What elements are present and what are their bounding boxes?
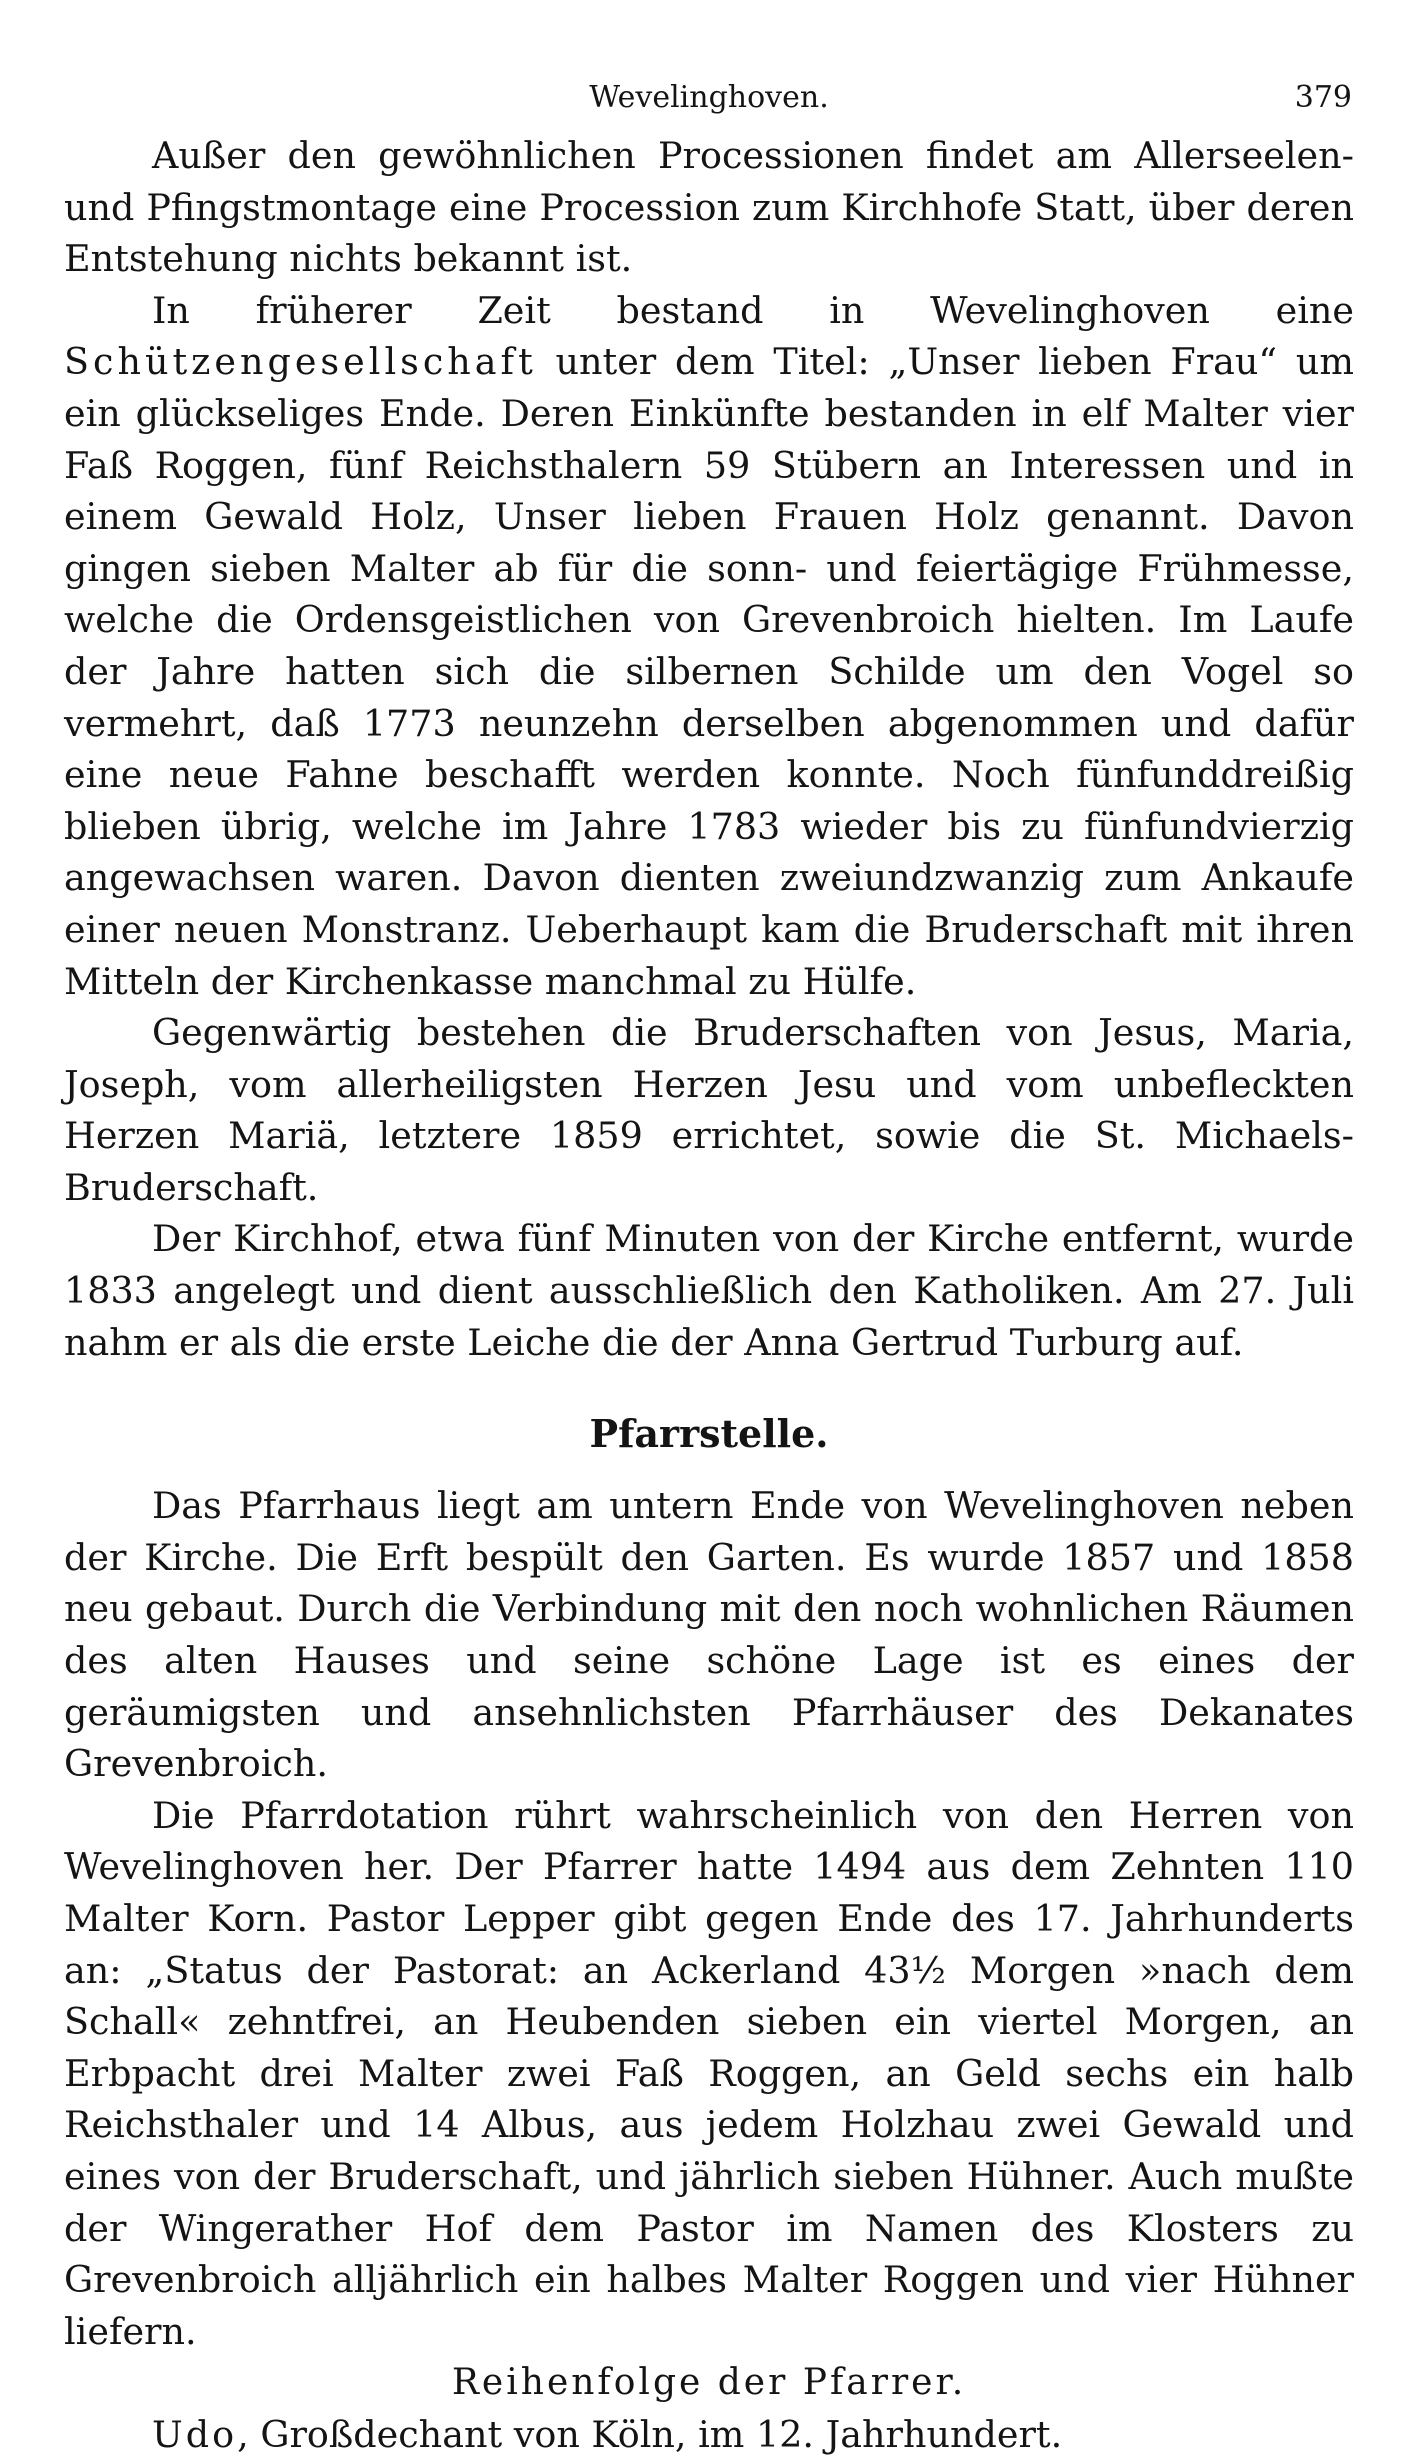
body-text (64, 130, 1354, 2461)
text-segment: unter dem Titel: „Unser lieben Frau“ um ein glückseliges Ende. Deren Einkünfte bestanden in elf Malter vier Faß Roggen, fünf Reichsthalern 59 Stübern an Interessen und in einem Gewald Holz, Unser lieben Frauen Holz genannt. Davon gingen sieben Malter ab für die sonn- und feiertägige Frühmesse, welche die Ordensgeistlichen von Grevenbroich hielten. Im Laufe der Jahre hatten sich die silbernen Schilde um den Vogel so vermehrt, daß 1773 neunzehn derselben abgenommen und dafür eine neue Fahne beschafft werden konnte. Noch fünfunddreißig blieben übrig, welche im Jahre 1783 wieder bis zu fünfundvierzig angewachsen waren. Davon dienten zweiundzwanzig zum Ankaufe einer neuen Monstranz. Ueberhaupt kam die Bruderschaft mit ihren Mitteln der Kirchenkasse manchmal zu Hülfe. (64, 340, 1354, 1003)
entry-name: Udo (152, 2412, 238, 2456)
subheading-pfarrer-list: Reihenfolge der Pfarrer. (451, 2362, 967, 2404)
paragraph-schuetzengesellschaft (64, 285, 1354, 1007)
paragraph-processions: Außer den gewöhnlichen Processionen findet am Allerseelen- und Pfingstmontage eine Procession zum Kirchhofe Statt, über deren Entstehung nichts bekannt ist. (64, 134, 1354, 281)
paragraph-pfarrhaus: Das Pfarrhaus liegt am untern Ende von Wevelinghoven neben der Kirche. Die Erft bespült den Garten. Es wurde 1857 und 1858 neu gebaut. Durch die Verbindung mit den noch wohnlichen Räumen des alten Hauses und seine schöne Lage ist es eines der geräumigsten und ansehnlichsten Pfarrhäuser des Dekanates Grevenbroich. (64, 1484, 1354, 1786)
page-number: 379 (1294, 80, 1352, 115)
spaced-term: Schützengesellschaft (64, 340, 537, 384)
paragraph-kirchhof: Der Kirchhof, etwa fünf Minuten von der Kirche entfernt, wurde 1833 angelegt und dient ausschließlich den Katholiken. Am 27. Juli nahm er als die erste Leiche die der Anna Gertrud Turburg auf. (64, 1217, 1354, 1364)
page-header (64, 70, 1354, 130)
text-segment: In früherer Zeit bestand in Wevelinghoven eine (152, 288, 1354, 332)
paragraph-pfarrdotation: Die Pfarrdotation rührt wahrscheinlich von den Herren von Wevelinghoven her. Der Pfarrer hatte 1494 aus dem Zehnten 110 Malter Korn. Pastor Lepper gibt gegen Ende des 17. Jahrhunderts an: „Status der Pastorat: an Ackerland 43½ Morgen »nach dem Schall« zehntfrei, an Heubenden sieben ein viertel Morgen, an Erbpacht drei Malter zwei Faß Roggen, an Geld sechs ein halb Reichsthaler und 14 Albus, aus jedem Holzhau zwei Gewald und eines von der Bruderschaft, und jährlich sieben Hühner. Auch mußte der Wingerather Hof dem Pastor im Namen des Klosters zu Grevenbroich alljährlich ein halbes Malter Roggen und vier Hühner liefern. (64, 1793, 1354, 2353)
page (64, 70, 1354, 2461)
entry-text: , Großdechant von Köln, im 12. Jahrhundert. (237, 2412, 1063, 2456)
section-heading: Pfarrstelle. (589, 1411, 829, 1457)
running-title: Wevelinghoven. (589, 80, 829, 115)
list-item (64, 2409, 1354, 2461)
paragraph-bruderschaften: Gegenwärtig bestehen die Bruderschaften von Jesus, Maria, Joseph, vom allerheiligsten Herzen Jesu und vom unbefleckten Herzen Mariä, letztere 1859 errichtet, sowie die St. Michaels-Bruderschaft. (64, 1011, 1354, 1209)
